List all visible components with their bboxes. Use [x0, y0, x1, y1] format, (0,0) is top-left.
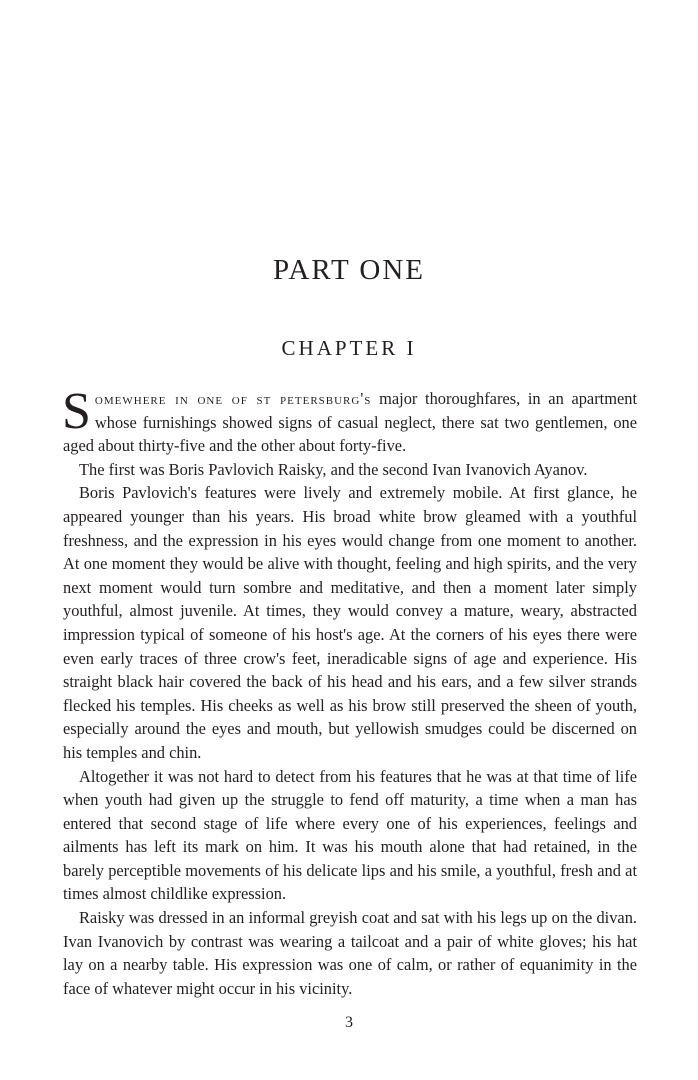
paragraph-4: Altogether it was not hard to detect from his features that he was at that time of life when youth had given up the struggle to fend off maturity, a time when a man has entered that second stage of life where every one of his experiences, feelings and ailments has left its mark on him. It was his mouth alone that had retained, in the barely perceptible movements of his delicate lips and his smile, a youthful, fresh and at times almost childlike expression.: [63, 766, 637, 904]
paragraph-5: Raisky was dressed in an informal greyish coat and sat with his legs up on the divan. Ivan Ivanovich by contrast was wearing a tailcoat and a pair of white gloves; his hat lay on a nearby table. His expression was one of calm, or rather of equanimity in the face of whatever might occur in his vicinity.: [63, 908, 637, 998]
part-title: PART ONE: [272, 254, 426, 286]
opening-small-caps: omewhere in one of st petersburg's: [94, 389, 372, 408]
paragraph-1: [62, 383, 637, 458]
paragraph-1-text: major thoroughfares, in an apartment whose furnishings showed signs of casual neglect, there sat two gentlemen, one aged about thirty-five and the other about forty-five.: [63, 389, 637, 456]
chapter-title: CHAPTER I: [281, 336, 417, 360]
paragraph-2: The first was Boris Pavlovich Raisky, and the second Ivan Ivanovich Ayanov.: [79, 459, 588, 479]
paragraph-3: Boris Pavlovich's features were lively and extremely mobile. At first glance, he appeared younger than his years. His broad white brow gleamed with a youthful freshness, and the expression in his eyes would change from one moment to another. At one moment they would be alive with thought, feeling and high spirits, and the very next moment would turn sombre and meditative, and then a moment later simply youthful, almost juvenile. At times, they would convey a mature, weary, abstracted impression typical of someone of his host's age. At the corners of his eyes there were even early traces of three crow's feet, ineradicable signs of age and experience. His straight black hair covered the back of his head and his ears, and a few silver strands flecked his temples. His cheeks as well as his brow still preserved the sheen of youth, especially around the eyes and mouth, but yellowish smudges could be discerned on his temples and chin.: [63, 483, 637, 762]
body-text: [62, 383, 637, 1000]
page-number: 3: [345, 1014, 353, 1031]
drop-cap: S: [62, 383, 91, 440]
